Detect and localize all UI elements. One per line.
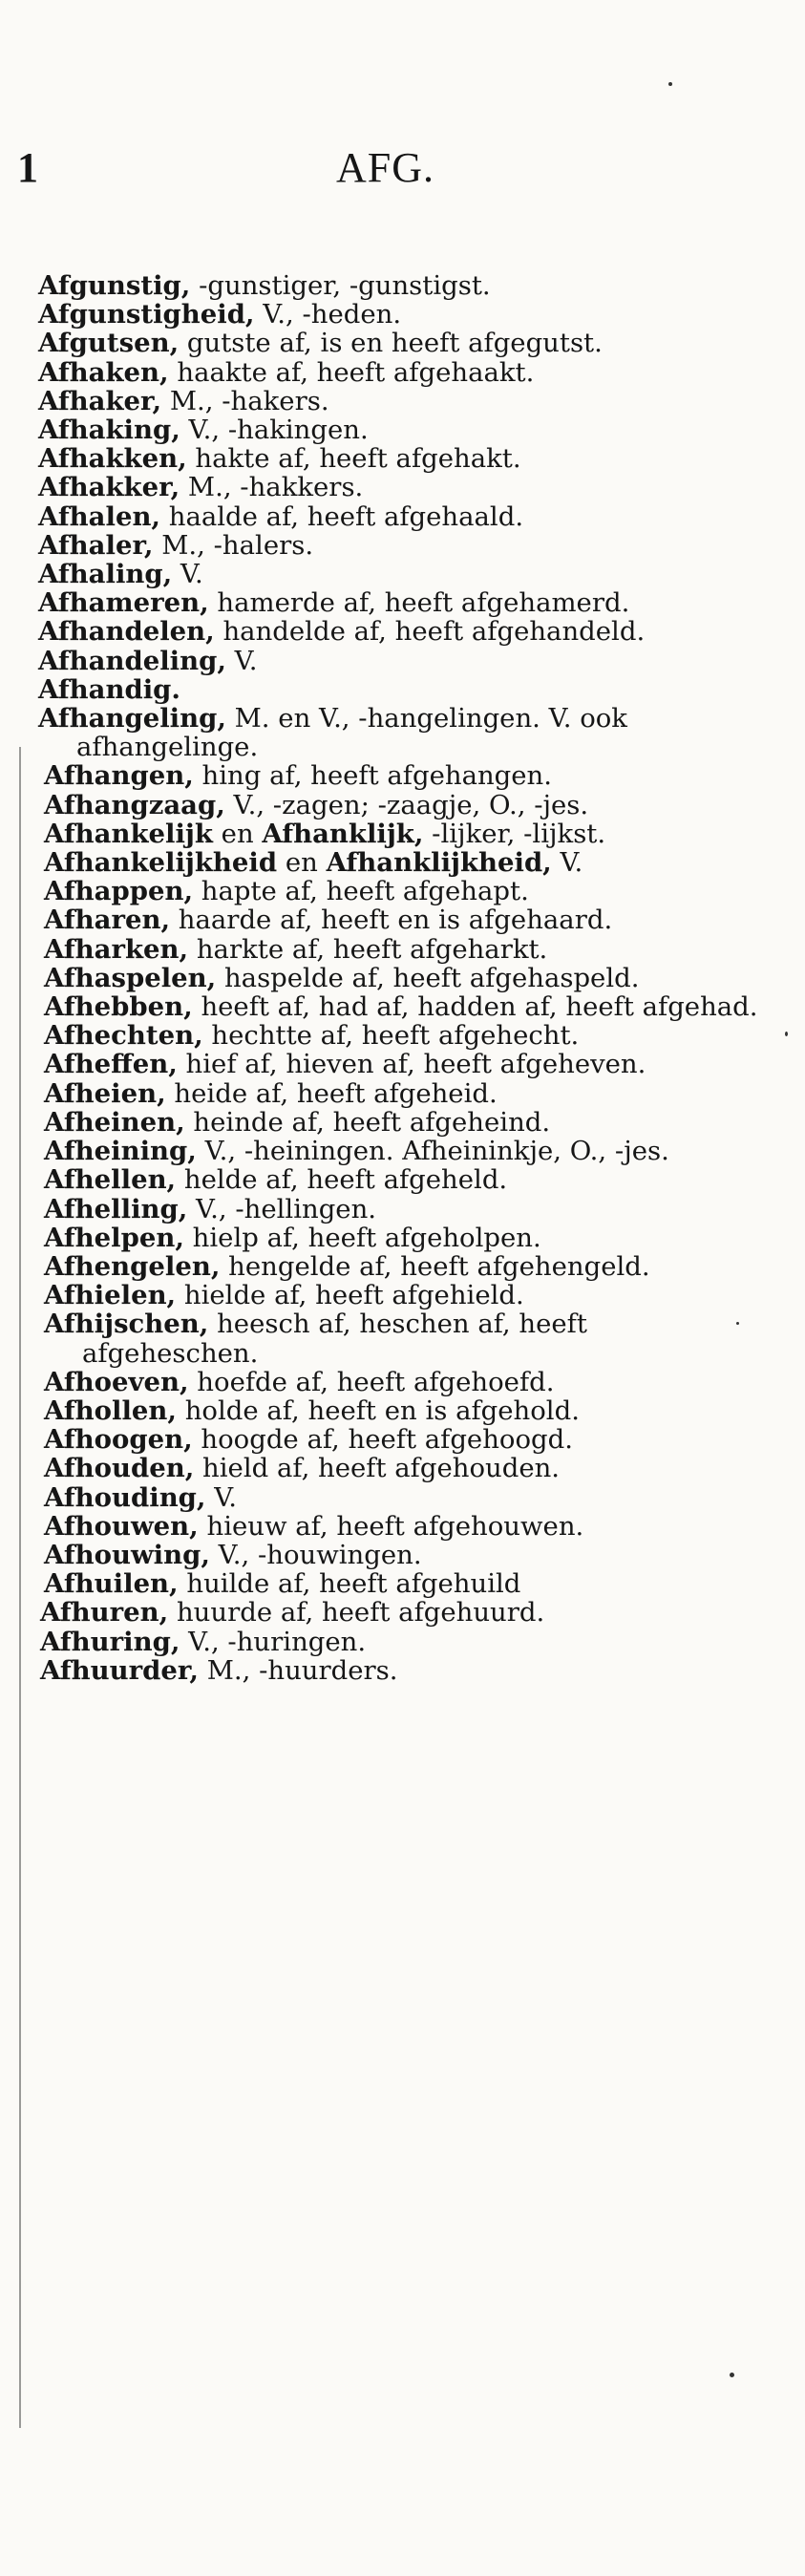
headword: Afhangeling, bbox=[38, 703, 226, 734]
headword: Afhandelen, bbox=[38, 616, 215, 648]
dictionary-entry bbox=[44, 905, 758, 934]
headword: Afhankelijkheid bbox=[44, 847, 278, 879]
dictionary-entry bbox=[44, 1454, 758, 1482]
definition: hapte af, heeft afgehapt. bbox=[193, 876, 529, 907]
dictionary-entry bbox=[38, 647, 752, 675]
definition: M., -halers. bbox=[153, 529, 314, 561]
headword: Afhaking, bbox=[38, 415, 180, 446]
dictionary-entry bbox=[44, 1050, 758, 1078]
dictionary-entry bbox=[40, 1656, 754, 1685]
headword: Afhoogen, bbox=[44, 1424, 193, 1456]
headword: Afhuilen, bbox=[44, 1568, 179, 1600]
definition: helde af, heeft afgeheld. bbox=[176, 1164, 508, 1196]
headword: Afhakker, bbox=[38, 472, 180, 503]
dictionary-entry bbox=[38, 329, 752, 357]
dictionary-entry bbox=[38, 444, 752, 473]
headword: Afhellen, bbox=[44, 1164, 177, 1196]
headword: Afhoeven, bbox=[44, 1366, 189, 1397]
dictionary-entry bbox=[38, 502, 752, 531]
definition: V. bbox=[225, 645, 258, 676]
headword: Afhouding, bbox=[44, 1481, 206, 1513]
definition: hakte af, heeft afgehakt. bbox=[186, 443, 521, 475]
definition: huilde af, heeft afgehuild bbox=[178, 1568, 521, 1600]
headword: Afhameren, bbox=[38, 587, 209, 619]
definition: heeft af, had af, hadden af, heeft afgehad. bbox=[192, 991, 758, 1023]
headword: Afhaspelen, bbox=[44, 962, 217, 993]
dictionary-entry bbox=[44, 1137, 758, 1165]
definition: handelde af, heeft afgehandeld. bbox=[214, 616, 646, 648]
headword: Afhebben, bbox=[44, 991, 193, 1023]
headword: Afhouwing, bbox=[44, 1539, 210, 1570]
dictionary-entry bbox=[44, 1224, 758, 1252]
definition: M. en V., -hangelingen. V. ook afhangelinge. bbox=[76, 703, 627, 763]
print-speck bbox=[730, 2373, 734, 2377]
headword: Afgunstigheid, bbox=[38, 299, 255, 330]
headword-variant: Afhanklijkheid, bbox=[326, 847, 552, 879]
dictionary-entry bbox=[38, 588, 752, 617]
dictionary-entry bbox=[44, 1368, 758, 1396]
dictionary-entry bbox=[40, 1628, 754, 1656]
dictionary-entry bbox=[44, 1396, 758, 1425]
definition: V. bbox=[205, 1481, 238, 1513]
headword: Afhouden, bbox=[44, 1453, 195, 1484]
dictionary-entry bbox=[38, 560, 752, 588]
definition: en bbox=[277, 847, 327, 879]
definition: V., -huringen. bbox=[180, 1626, 367, 1657]
headword: Afhijschen, bbox=[44, 1309, 209, 1340]
definition: M., -hakers. bbox=[161, 385, 329, 416]
dictionary-entry bbox=[44, 791, 758, 820]
definition: haarde af, heeft en is afgehaard. bbox=[170, 905, 613, 936]
dictionary-entry bbox=[38, 271, 752, 300]
definition: haalde af, heeft afgehaald. bbox=[160, 500, 524, 532]
dictionary-entry bbox=[44, 1309, 758, 1367]
headword: Afhaler, bbox=[38, 529, 154, 561]
headword: Afhankelijk bbox=[44, 818, 213, 849]
definition: -lijker, -lijkst. bbox=[423, 818, 606, 849]
definition: V. bbox=[551, 847, 583, 879]
dictionary-entry bbox=[44, 1165, 758, 1194]
definition: M., -huurders. bbox=[198, 1654, 398, 1686]
print-speck bbox=[785, 1032, 788, 1036]
headword: Afhouwen, bbox=[44, 1510, 199, 1542]
definition: heinde af, heeft afgeheind. bbox=[184, 1106, 551, 1138]
headword: Afhappen, bbox=[44, 876, 194, 907]
definition: V., -heiningen. Afheininkje, O., -jes. bbox=[196, 1136, 669, 1167]
headword: Afhandig. bbox=[38, 673, 180, 705]
dictionary-entry bbox=[44, 964, 758, 992]
definition: V., -hakingen. bbox=[180, 415, 369, 446]
headword: Afhelling, bbox=[44, 1193, 188, 1224]
headword: Afhaker, bbox=[38, 385, 162, 416]
dictionary-entry bbox=[44, 935, 758, 964]
definition: heesch af, heschen af, heeft afgeheschen. bbox=[82, 1309, 587, 1369]
headword: Afhengelen, bbox=[44, 1250, 221, 1282]
definition: hielp af, heeft afgeholpen. bbox=[183, 1222, 541, 1253]
definition: V., -heden. bbox=[254, 299, 402, 330]
dictionary-entry bbox=[38, 415, 752, 444]
dictionary-entry bbox=[38, 675, 752, 704]
definition: -gunstiger, -gunstigst. bbox=[190, 270, 491, 301]
headword: Afheien, bbox=[44, 1077, 166, 1109]
headword: Afharken, bbox=[44, 933, 189, 965]
definition: en bbox=[212, 818, 263, 849]
dictionary-entry bbox=[44, 1281, 758, 1309]
dictionary-entry bbox=[44, 1252, 758, 1281]
headword: Afhangzaag, bbox=[44, 789, 225, 820]
headword: Afhaken, bbox=[38, 356, 169, 388]
headword: Afhalen, bbox=[38, 500, 161, 532]
definition: hieuw af, heeft afgehouwen. bbox=[198, 1510, 584, 1542]
print-speck bbox=[668, 82, 672, 86]
definition: gutste af, is en heeft afgegutst. bbox=[179, 328, 603, 359]
definition: holde af, heeft en is afgehold. bbox=[176, 1394, 580, 1426]
definition: hengelde af, heeft afgehengeld. bbox=[220, 1250, 650, 1282]
dictionary-entry bbox=[38, 387, 752, 415]
dictionary-entry bbox=[38, 300, 752, 329]
definition: hing af, heeft afgehangen. bbox=[193, 760, 553, 792]
dictionary-entry bbox=[38, 617, 752, 646]
headword: Afheining, bbox=[44, 1136, 197, 1167]
headword: Afhollen, bbox=[44, 1394, 177, 1426]
headword: Afhaling, bbox=[38, 559, 173, 590]
margin-rule bbox=[19, 747, 21, 2428]
definition: V. bbox=[172, 559, 203, 590]
definition: M., -hakkers. bbox=[180, 472, 364, 503]
headword: Afgutsen, bbox=[38, 328, 180, 359]
definition: hamerde af, heeft afgehamerd. bbox=[208, 587, 630, 619]
headword: Afhelpen, bbox=[44, 1222, 184, 1253]
dictionary-entry bbox=[44, 761, 758, 790]
headword: Afgunstig, bbox=[38, 270, 191, 301]
headword: Afhakken, bbox=[38, 443, 187, 475]
headword: Afheffen, bbox=[44, 1049, 178, 1080]
headword: Afhuring, bbox=[40, 1626, 180, 1657]
headword: Afhechten, bbox=[44, 1020, 203, 1052]
dictionary-entry bbox=[44, 1569, 758, 1598]
definition: V., -zagen; -zaagje, O., -jes. bbox=[224, 789, 589, 820]
headword: Afhielen, bbox=[44, 1280, 177, 1311]
dictionary-entry bbox=[44, 1512, 758, 1541]
dictionary-entry bbox=[44, 1195, 758, 1224]
dictionary-entry bbox=[44, 1108, 758, 1137]
dictionary-entry bbox=[44, 820, 758, 848]
dictionary-entry bbox=[40, 1598, 754, 1627]
dictionary-entry bbox=[44, 1483, 758, 1512]
definition: huurde af, heeft afgehuurd. bbox=[168, 1597, 545, 1629]
dictionary-entry bbox=[44, 1541, 758, 1569]
running-head: AFG. bbox=[336, 144, 435, 191]
definition: harkte af, heeft afgeharkt. bbox=[188, 933, 548, 965]
definition: hoogde af, heeft afgehoogd. bbox=[192, 1424, 573, 1456]
headword: Afhuurder, bbox=[40, 1654, 199, 1686]
headword: Afhangen, bbox=[44, 760, 194, 792]
headword-variant: Afhanklijk, bbox=[262, 818, 424, 849]
headword: Afharen, bbox=[44, 905, 171, 936]
dictionary-entry bbox=[38, 358, 752, 387]
definition: haakte af, heeft afgehaakt. bbox=[168, 356, 535, 388]
dictionary-entry bbox=[44, 1021, 758, 1050]
definition: haspelde af, heeft afgehaspeld. bbox=[216, 962, 640, 993]
dictionary-entry bbox=[38, 473, 752, 501]
page-number: 1 bbox=[17, 144, 38, 191]
dictionary-entry bbox=[38, 704, 752, 761]
definition: hield af, heeft afgehouden. bbox=[194, 1453, 561, 1484]
dictionary-entry bbox=[44, 848, 758, 877]
definition: V., -hellingen. bbox=[187, 1193, 377, 1224]
headword: Afhandeling, bbox=[38, 645, 226, 676]
dictionary-entry bbox=[44, 992, 758, 1021]
definition: hoefde af, heeft afgehoefd. bbox=[188, 1366, 555, 1397]
headword: Afheinen, bbox=[44, 1106, 185, 1138]
dictionary-entry bbox=[44, 877, 758, 905]
definition: hechtte af, heeft afgehecht. bbox=[202, 1020, 580, 1052]
dictionary-entry bbox=[44, 1079, 758, 1108]
definition: hief af, hieven af, heeft afgeheven. bbox=[177, 1049, 646, 1080]
headword: Afhuren, bbox=[40, 1597, 169, 1629]
definition: hielde af, heeft afgehield. bbox=[176, 1280, 524, 1311]
dictionary-entry bbox=[38, 531, 752, 560]
dictionary-entries bbox=[38, 270, 758, 1686]
dictionary-entry bbox=[44, 1425, 758, 1454]
definition: heide af, heeft afgeheid. bbox=[165, 1077, 498, 1109]
definition: V., -houwingen. bbox=[209, 1539, 422, 1570]
